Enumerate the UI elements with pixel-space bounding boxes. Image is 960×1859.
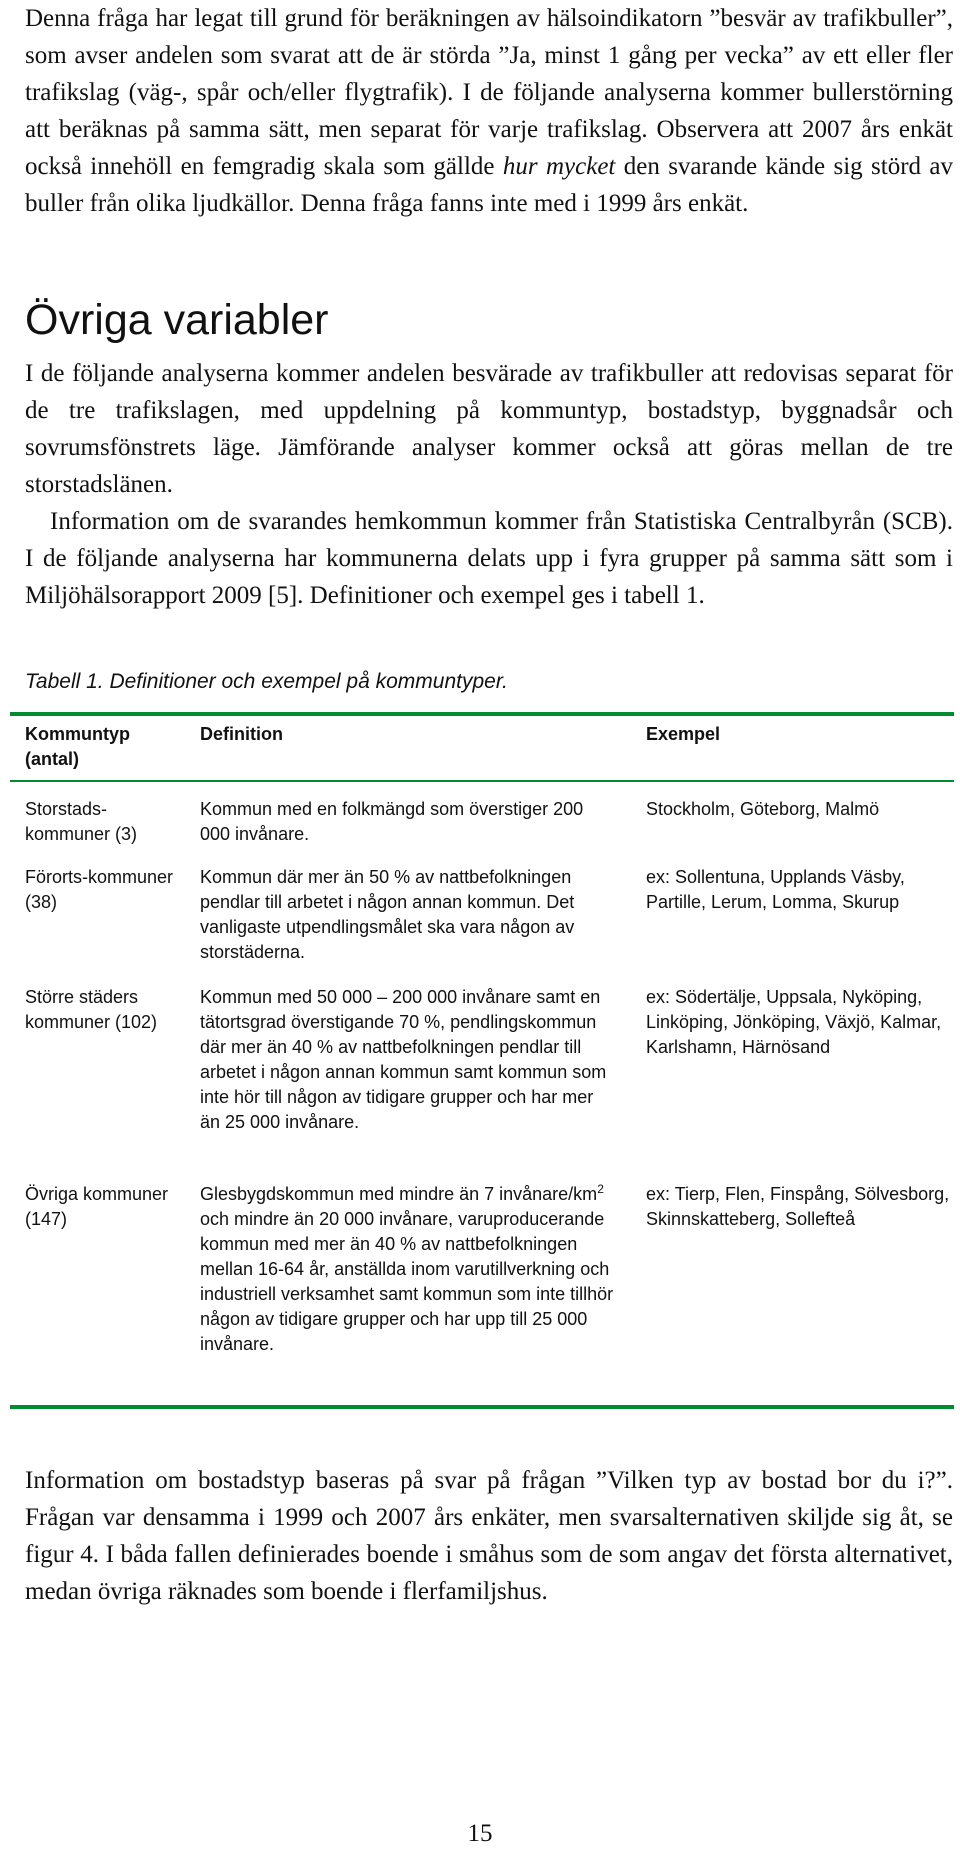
table-row-4-exempel: ex: Tierp, Flen, Finspång, Sölvesborg, Skinnskatteberg, Sollefteå [646,1184,950,1229]
table-top-rule [10,712,954,716]
table-row-4-definition-superscript: 2 [597,1182,604,1196]
table-row-2-definition: Kommun där mer än 50 % av nattbefolkningen pendlar till arbetet i någon annan kommun. Det vanligaste utpendlingsmålet ska vara någon av storstäderna. [200,867,575,962]
intro-emphasis: hur mycket [502,153,616,180]
table-row-4-definition [200,1182,615,1357]
table-row-2-kommuntyp: Förorts-kommuner (38) [25,867,174,912]
table-row-4-definition-part-2: och mindre än 20 000 invånare, varuproducerande kommun med mer än 40 % av nattbefolkningen mellan 16-64 år, anställda inom varutillverkning och industriell verksamhet samt kommun som inte tillhör någon av tidigare grupper och har upp till 25 000 invånare. [200,1209,614,1354]
table-caption: Tabell 1. Definitioner och exempel på kommuntyper. [25,670,508,693]
header-definition: Definition [200,724,283,744]
header-kommuntyp: Kommuntyp (antal) [25,724,130,769]
table-header-rule [10,780,954,782]
intro-text-1: Denna fråga har legat till grund för beräkningen av hälsoindikatorn ”besvär av trafikbuller”, som avser andelen som svarat att de är störda ”Ja, minst 1 gång per vecka” av ett eller fler trafikslag (väg-, spår och/eller flygtrafik). I de följande analyserna kommer bullerstörning att beräknas på samma sätt, men separat för varje trafikslag. Observera att 2007 års enkät också innehöll en femgradig skala som gällde [25,5,953,180]
table-row-1-definition: Kommun med en folkmängd som överstiger 200 000 invånare. [200,799,584,844]
table-row-1-exempel: Stockholm, Göteborg, Malmö [646,799,880,819]
section-paragraph-2: Information om de svarandes hemkommun kommer från Statistiska Centralbyrån (SCB). I de följande analyserna har kommunerna delats upp i fyra grupper på samma sätt som i Miljöhälsorapport 2009 [5]. Definitioner och exempel ges i tabell 1. [25,508,953,609]
header-exempel: Exempel [646,724,721,744]
section-paragraph-1: I de följande analyserna kommer andelen besvärade av trafikbuller att redovisas separat för de tre trafikslagen, med uppdelning på kommuntyp, bostadstyp, byggnadsår och sovrumsfönstrets läge. Jämförande analyser kommer också att göras mellan de tre storstadslänen. [25,360,953,498]
table-row-4-definition-part-1: Glesbygdskommun med mindre än 7 invånare/km [200,1184,598,1204]
table-row-3-kommuntyp: Större städers kommuner (102) [25,987,158,1032]
table-row-3-definition: Kommun med 50 000 – 200 000 invånare samt en tätortsgrad överstigande 70 %, pendlingskommun där mer än 40 % av nattbefolkningen pendlar till arbetet i någon annan kommun samt kommun som inte hör till någon av tidigare grupper och har mer än 25 000 invånare. [200,987,607,1132]
intro-text-2: den svarande kände sig störd av buller från olika ljudkällor. Denna fråga fanns inte med i 1999 års enkät. [25,153,953,217]
table-row-1-kommuntyp: Storstads-kommuner (3) [25,799,138,844]
table-row-3-exempel: ex: Södertälje, Uppsala, Nyköping, Linköping, Jönköping, Växjö, Kalmar, Karlshamn, Härnösand [646,987,942,1057]
table-row-2-exempel: ex: Sollentuna, Upplands Väsby, Partille, Lerum, Lomma, Skurup [646,867,905,912]
page-number: 15 [467,1820,493,1847]
closing-paragraph: Information om bostadstyp baseras på svar på frågan ”Vilken typ av bostad bor du i?”. Frågan var densamma i 1999 och 2007 års enkäter, men svarsalternativen skiljde sig åt, se figur 4. I båda fallen definierades boende i småhus som de som angav det första alternativet, medan övriga räknades som boende i flerfamiljshus. [25,1467,953,1605]
section-heading: Övriga variabler [25,296,329,344]
table-bottom-rule [10,1405,954,1409]
intro-paragraph [25,0,953,222]
table-row-4-kommuntyp: Övriga kommuner (147) [25,1184,169,1229]
